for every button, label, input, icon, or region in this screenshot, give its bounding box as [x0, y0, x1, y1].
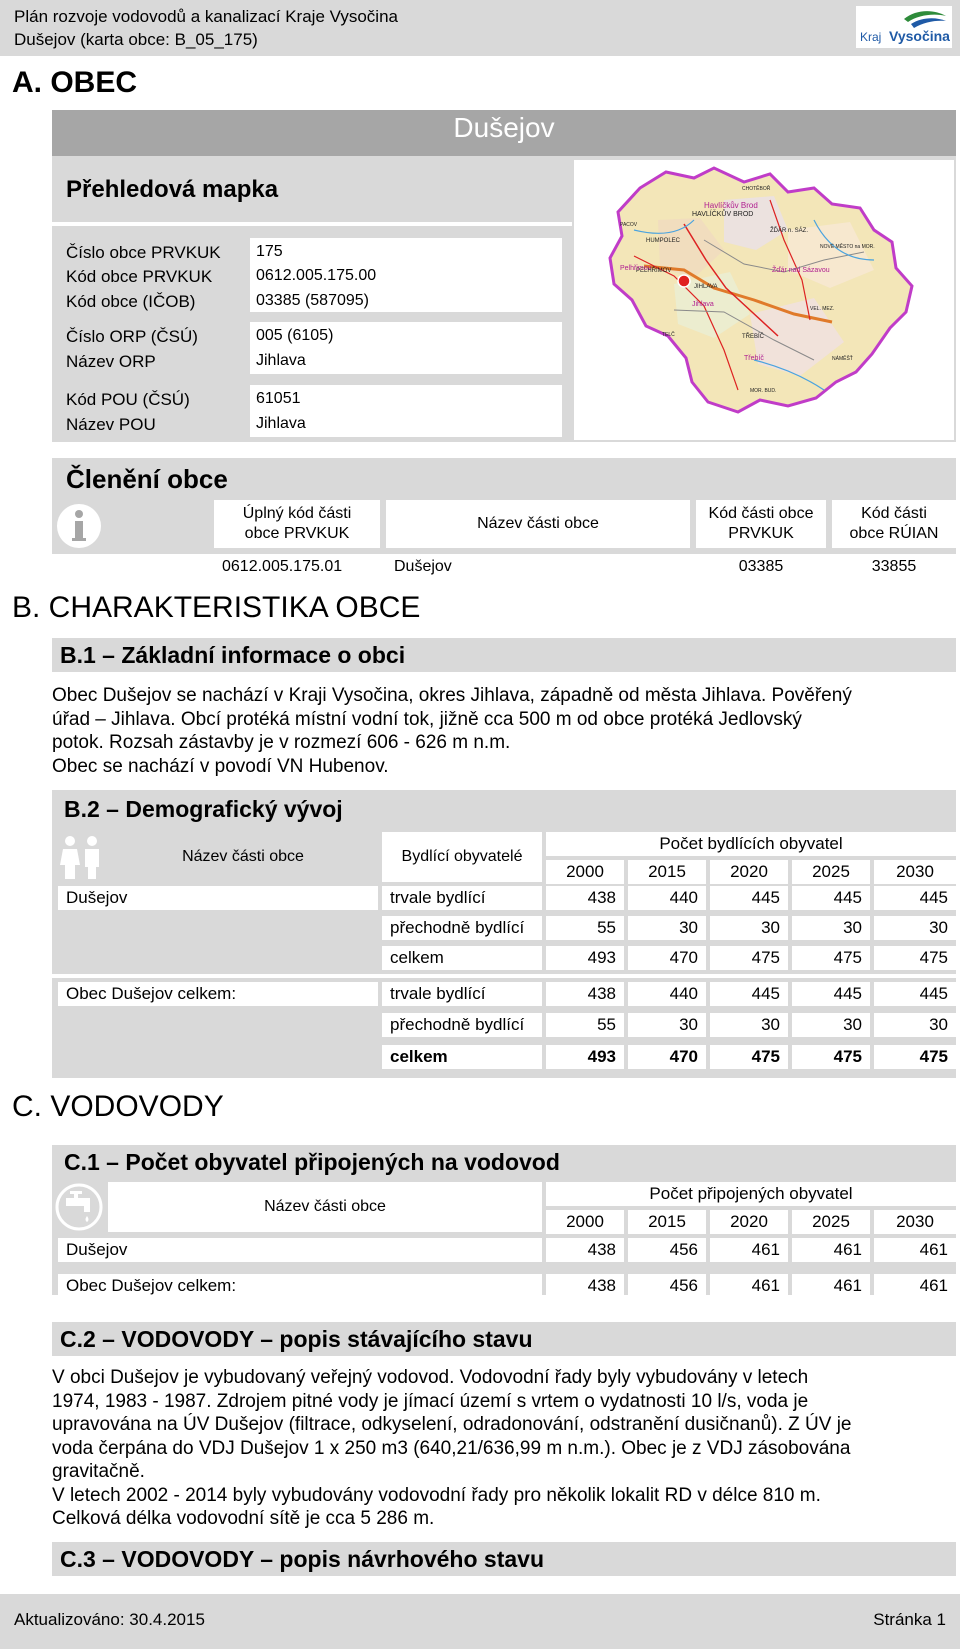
map-label-humpolec: HUMPOLEC [646, 238, 681, 244]
c1-year-2015: 2015 [628, 1210, 706, 1234]
c1-row-1-v2025: 461 [792, 1238, 870, 1262]
b2-g2-r3-v2015: 470 [628, 1045, 706, 1069]
cleneni-col-kod-ruian: Kód části obce RÚIAN [832, 500, 956, 548]
b2-g1-r1-v2020: 445 [710, 886, 788, 910]
b1-line-4: Obec se nachází v povodí VN Hubenov. [52, 755, 389, 777]
b2-g2-r2-type: přechodně bydlící [382, 1013, 542, 1037]
b2-g2-r3-type: celkem [382, 1045, 542, 1069]
b2-g1-r2-v2015: 30 [628, 916, 706, 940]
c2-line-3: upravována na ÚV Dušejov (filtrace, odkyselení, odradonování, odstranění dusičnanů). Z ÚV je [52, 1414, 852, 1435]
b2-year-2025: 2025 [792, 860, 870, 884]
b2-group-1-name: Dušejov [58, 886, 378, 910]
c3-title: C.3 – VODOVODY – popis návrhového stavu [52, 1542, 956, 1576]
b2-col-nazev: Název části obce [182, 848, 304, 865]
map-label-pacov: PACOV [620, 222, 638, 228]
nazev-pou-label: Název POU [66, 415, 156, 434]
logo-name: Vysočina [889, 28, 950, 44]
header-subtitle: Dušejov (karta obce: B_05_175) [14, 30, 258, 49]
c1-row-1-v2020: 461 [710, 1238, 788, 1262]
cislo-orp-value: 005 (6105) [256, 327, 334, 344]
b2-year-2015: 2015 [628, 860, 706, 884]
c1-row-1-v2000: 438 [546, 1238, 624, 1262]
b2-title: B.2 – Demografický vývoj [64, 796, 343, 822]
map-label-trebic-y: Třebíč [744, 355, 764, 362]
c1-title: C.1 – Počet obyvatel připojených na vodovod [64, 1149, 560, 1175]
map-label-telc: TELČ [662, 332, 675, 338]
map-label-havlickuv-brod-y: Havlíčkův Brod [704, 201, 758, 210]
b2-g2-r2-v2020: 30 [710, 1013, 788, 1037]
b2-g2-r2-v2015: 30 [628, 1013, 706, 1037]
c1-year-2000: 2000 [546, 1210, 624, 1234]
b2-group-2-name: Obec Dušejov celkem: [58, 982, 378, 1006]
c2-line-7: Celková délka vodovodní sítě je cca 5 286 m. [52, 1508, 435, 1529]
b2-g2-r3-v2025: 475 [792, 1045, 870, 1069]
b2-g2-r3-v2000: 493 [546, 1045, 624, 1069]
c1-col-nazev: Název části obce [108, 1182, 542, 1232]
kod-obce-prvkuk-label: Kód obce PRVKUK [66, 267, 213, 286]
cleneni-col-kod-prvkuk: Kód části obce PRVKUK [696, 500, 826, 548]
water-tap-icon [52, 1180, 106, 1234]
kod-obce-icob-value: 03385 (587095) [256, 292, 369, 309]
c1-row-1-v2030: 461 [874, 1238, 956, 1262]
b2-year-2000: 2000 [546, 860, 624, 884]
b2-g2-r2-v2000: 55 [546, 1013, 624, 1037]
b2-g1-r3-v2020: 475 [710, 946, 788, 970]
b2-g2-r3-v2020: 475 [710, 1045, 788, 1069]
b2-g1-r1-type: trvale bydlící [382, 886, 542, 910]
c2-line-4: voda čerpána do VDJ Dušejov 1 x 250 m3 (640,21/636,99 m n.m.). Obec je z VDJ zásobována [52, 1437, 851, 1459]
b2-g1-r3-v2015: 470 [628, 946, 706, 970]
c1-year-2020: 2020 [710, 1210, 788, 1234]
b2-year-2020: 2020 [710, 860, 788, 884]
c1-row-2-v2025: 461 [792, 1274, 870, 1298]
c2-line-6: V letech 2002 - 2014 byly vybudovány vodovodní řady pro několik lokalit RD v délce 810 m. [52, 1484, 821, 1506]
b1-line-1: Obec Dušejov se nachází v Kraji Vysočina, okres Jihlava, západně od města Jihlava. Pověřený [52, 685, 852, 706]
cleneni-col-uplny-kod: Úplný kód části obce PRVKUK [214, 500, 380, 548]
map-label-pelhrimov-y: Pelhřimov [620, 265, 652, 272]
cleneni-row-kod-ruian: 33855 [832, 555, 956, 579]
b2-g1-r2-type: přechodně bydlící [382, 916, 542, 940]
c1-row-1-name: Dušejov [58, 1238, 542, 1262]
b2-g1-r1-v2025: 445 [792, 886, 870, 910]
municipality-name: Dušejov [453, 112, 555, 143]
b2-g1-r3-type: celkem [382, 946, 542, 970]
c1-year-2030: 2030 [874, 1210, 956, 1234]
b2-g1-r3-v2000: 493 [546, 946, 624, 970]
cislo-obce-prvkuk-label: Číslo obce PRVKUK [66, 243, 221, 262]
b2-g2-r1-v2030: 445 [874, 982, 956, 1006]
section-a-heading: A. OBEC [12, 66, 138, 99]
nazev-pou-value: Jihlava [256, 415, 306, 432]
cleneni-row-kod-prvkuk: 03385 [696, 555, 826, 579]
b1-paragraph [52, 684, 956, 778]
b2-g2-r1-v2015: 440 [628, 982, 706, 1006]
cleneni-row-uplny-kod: 0612.005.175.01 [214, 555, 380, 579]
map-label-velke-mezirici: VEL. MEZ. [810, 306, 835, 312]
b2-g1-r2-v2000: 55 [546, 916, 624, 940]
b2-g1-r3-v2025: 475 [792, 946, 870, 970]
map-label-jihlava: JIHLAVA [694, 284, 718, 290]
c2-line-1: V obci Dušejov je vybudovaný veřejný vodovod. Vodovodní řady byly vybudovány v letech [52, 1367, 809, 1388]
kod-obce-icob-label: Kód obce (IČOB) [66, 292, 196, 311]
map-label-namest: NÁMĚŠŤ [832, 356, 853, 362]
kod-pou-label: Kód POU (ČSÚ) [66, 390, 190, 409]
c1-row-2-v2015: 456 [628, 1274, 706, 1298]
map-title: Přehledová mapka [66, 176, 279, 203]
b2-col-pocet: Počet bydlících obyvatel [546, 832, 956, 856]
b1-line-3: potok. Rozsah zástavby je v rozmezí 606 - 626 m n.m. [52, 732, 511, 753]
map-label-pelhrimov: PELHŘIMOV [636, 268, 672, 274]
b2-g1-r2-v2030: 30 [874, 916, 956, 940]
map-label-zdar-y: Žďár nad Sázavou [772, 267, 830, 274]
section-b-heading: B. CHARAKTERISTIKA OBCE [12, 591, 421, 624]
map-label-chotebor: CHOTĚBOŘ [742, 186, 771, 192]
b2-g1-r1-v2000: 438 [546, 886, 624, 910]
c1-row-2-v2000: 438 [546, 1274, 624, 1298]
b2-g1-r3-v2030: 475 [874, 946, 956, 970]
map-label-jihlava-y: Jihlava [692, 301, 714, 308]
b2-g1-r1-v2030: 445 [874, 886, 956, 910]
cislo-orp-label: Číslo ORP (ČSÚ) [66, 327, 198, 346]
c2-paragraph [52, 1366, 956, 1531]
map-label-havlickuv-brod: HAVLÍČKŮV BROD [692, 211, 754, 218]
logo-kraj: Kraj [860, 30, 882, 44]
info-panel-divider [52, 222, 572, 226]
map-label-zdar: ŽĎÁR n. SÁZ. [770, 228, 809, 234]
header-title: Plán rozvoje vodovodů a kanalizací Kraje Vysočina [14, 7, 398, 26]
c1-row-1-v2015: 456 [628, 1238, 706, 1262]
b2-g2-r2-v2030: 30 [874, 1013, 956, 1037]
cleneni-col-nazev: Název části obce [386, 500, 690, 548]
c1-row-2-name: Obec Dušejov celkem: [58, 1274, 542, 1298]
people-icon [56, 832, 106, 882]
b2-g2-r3-v2030: 475 [874, 1045, 956, 1069]
b2-g1-r2-v2025: 30 [792, 916, 870, 940]
b1-title: B.1 – Základní informace o obci [52, 638, 956, 672]
b2-g1-r1-v2015: 440 [628, 886, 706, 910]
footer-page: Stránka 1 [873, 1610, 946, 1629]
map-label-trebic: TŘEBÍČ [742, 334, 765, 340]
kraj-vysocina-logo [856, 6, 952, 48]
b2-g2-r1-v2000: 438 [546, 982, 624, 1006]
section-c-heading: C. VODOVODY [12, 1090, 224, 1123]
cleneni-row-nazev: Dušejov [386, 555, 690, 579]
b2-g2-r2-v2025: 30 [792, 1013, 870, 1037]
map-label-moravske-budejovice: MOR. BUD. [750, 388, 777, 394]
b1-line-2: úřad – Jihlava. Obcí protéká místní vodní tok, jižně cca 500 m od obce protéká Jedlovský [52, 708, 802, 730]
b2-g2-r1-type: trvale bydlící [382, 982, 542, 1006]
c2-title: C.2 – VODOVODY – popis stávajícího stavu [52, 1322, 956, 1356]
c1-row-2-v2030: 461 [874, 1274, 956, 1298]
overview-map [574, 160, 954, 440]
c1-row-2-v2020: 461 [710, 1274, 788, 1298]
c1-year-2025: 2025 [792, 1210, 870, 1234]
b2-year-2030: 2030 [874, 860, 956, 884]
cleneni-title: Členění obce [66, 464, 228, 494]
c2-line-2: 1974, 1983 - 1987. Zdrojem pitné vody je jímací území s vrtem o vydatnosti 10 l/s, voda je [52, 1390, 809, 1412]
kod-obce-prvkuk-value: 0612.005.175.00 [256, 267, 377, 284]
c1-col-pocet: Počet připojených obyvatel [546, 1182, 956, 1206]
footer-updated: Aktualizováno: 30.4.2015 [14, 1610, 205, 1629]
b2-col-bydlici: Bydlící obyvatelé [382, 832, 542, 882]
kod-pou-value: 61051 [256, 390, 301, 407]
info-icon [52, 498, 106, 554]
map-label-nove-mesto: NOVÉ MĚSTO na MOR. [820, 244, 875, 250]
b2-g1-r2-v2020: 30 [710, 916, 788, 940]
nazev-orp-label: Název ORP [66, 352, 156, 371]
cislo-obce-prvkuk-value: 175 [256, 243, 283, 260]
nazev-orp-value: Jihlava [256, 352, 306, 369]
b2-g2-r1-v2020: 445 [710, 982, 788, 1006]
c2-line-5: gravitačně. [52, 1461, 145, 1482]
b2-g2-r1-v2025: 445 [792, 982, 870, 1006]
